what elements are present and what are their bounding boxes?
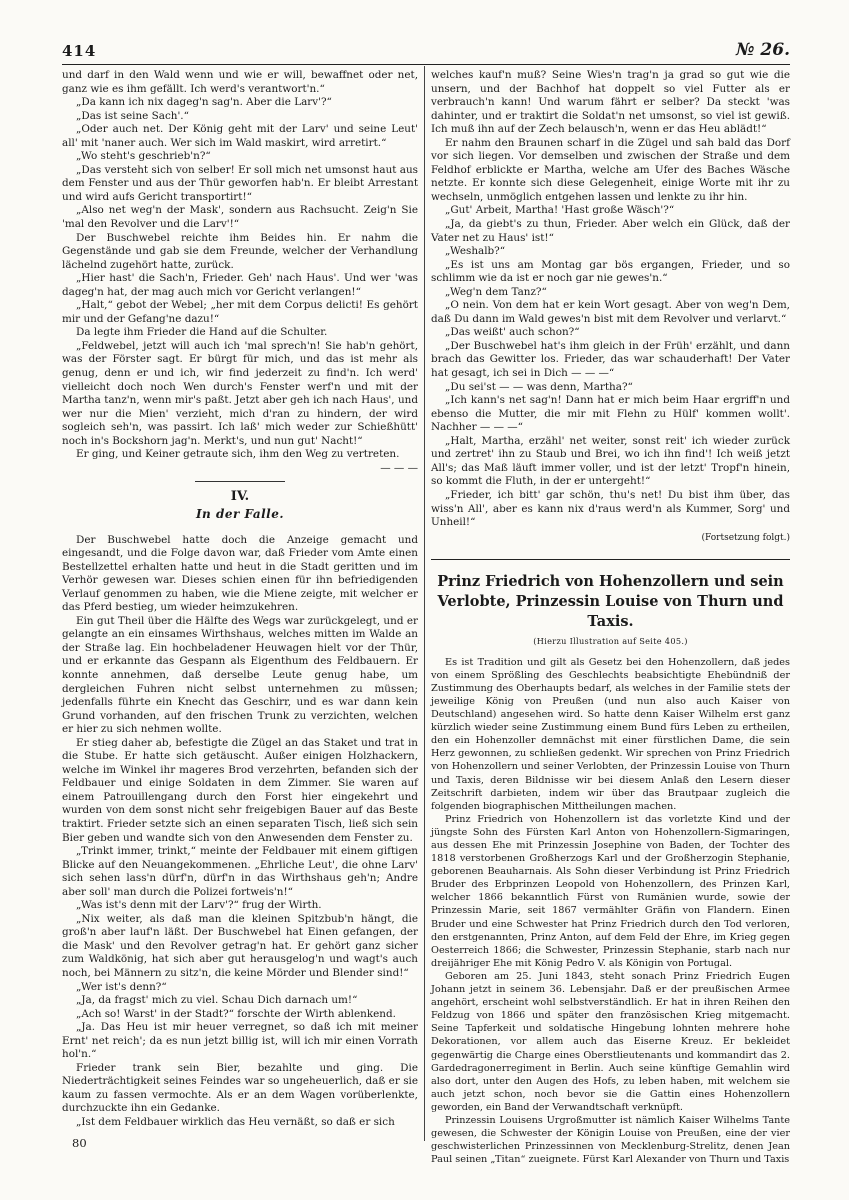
paragraph: „Feldwebel, jetzt will auch ich 'mal sprech'n! Sie hab'n gehört, was der Förster sagt. Er bürgt für mich, und das ist mehr als genug, denn er und ich, wir find jederzeit zu find'n. Ich werd' vielleicht doch noch Wen durch's Fenster werf'n und mit der Martha tanz'n, wenn mir's paßt. Jetzt aber geh ich nach Haus', und wer nur die Mien' verzieht, mich d'ran zu hindern, der wird sogleich seh'n, was passirt. Ich laß' mich weder zur Schießhütt' noch in's Bockshorn jag'n. Merkt's, und nun gut' Nacht!“: [62, 339, 418, 447]
paragraph: Er ging, und Keiner getraute sich, ihm den Weg zu vertreten.: [76, 448, 400, 461]
article-separator: [431, 559, 790, 560]
paragraph: Er nahm den Braunen scharf in die Zügel und sah bald das Dorf vor sich liegen. Vor demselben und zwischen der Straße und dem Feldhof erblickte er Martha, welche am Ufer des Baches Wäsche netzte. Er konnte sich diese Gelegenheit, einige Worte mit ihr zu wechseln, unmöglich entgehen lassen und lenkte zu ihr hin.: [431, 136, 790, 203]
paragraph: „Ja, da fragst' mich zu viel. Schau Dich darnach um!“: [76, 994, 358, 1007]
paragraph: „Weshalb?“: [445, 245, 506, 258]
paragraph: Er stieg daher ab, befestigte die Zügel an das Staket und trat in die Stube. Er hatte sich getäuscht. Außer einigen Holzhackern, welche im Winkel ihr mageres Brod verzehrten, befanden sich der Feldbauer und einige Soldaten in dem Zimmer. Sie waren auf einem Patrouillengang durch den Forst hier eingekehrt und wurden von dem sonst nicht sehr freigebigen Bauer auf das Beste traktirt. Frieder setzte sich an einen separaten Tisch, ließ sich sein Bier geben und wandte sich von den Anwesenden dem Fenster zu.: [62, 736, 418, 844]
paragraph: „Ja. Das Heu ist mir heuer verregnet, so daß ich mit meiner Ernt' net reich'; da es nun jetzt billig ist, will ich mir einen Vorrath hol'n.“: [62, 1021, 418, 1061]
article: [431, 572, 790, 1166]
end-mark: — — —: [380, 461, 418, 474]
paragraph: Prinz Friedrich von Hohenzollern ist das vorletzte Kind und der jüngste Sohn des Fürsten Karl Anton von Hohenzollern-Sigmaringen, aus dessen Ehe mit Prinzessin Josephine von Baden, der Tochter des 1818 verstorbenen Großherzogs Karl und der Großherzogin Stephanie, geborenen Beauharnais. Als Sohn dieser Verbindung ist Prinz Friedrich Bruder des Erbprinzen Leopold von Hohenzollern, des Prinzen Karl, welcher 1866 bekanntlich Fürst von Rumänien wurde, sowie der Prinzessin Marie, seit 1867 vermählter Gräfin von Flandern. Einen Bruder und eine Schwester hat Prinz Friedrich durch den Tod verloren, den erstgenannten, Prinz Anton, auf dem Feld der Ehre, im Krieg gegen Oesterreich 1866; die Schwester, Prinzessin Stephanie, starb nach nur dreijähriger Ehe mit König Pedro V. als Königin von Portugal.: [431, 813, 790, 969]
paragraph: „Wer ist's denn?“: [76, 980, 167, 993]
left-column: [62, 69, 418, 1130]
paragraph: „Du sei'st — — was denn, Martha?“: [445, 380, 633, 393]
issue-number: № 26.: [736, 40, 790, 60]
paragraph: Geboren am 25. Juni 1843, steht sonach Prinz Friedrich Eugen Johann jetzt in seinem 36. Lebensjahr. Daß er der preußischen Armee angehört, erscheint wohl selbstverständlich. Er hat in ihren Reihen den Feldzug von 1866 und später den französischen Krieg mitgemacht. Seine Tapferkeit und soldatische Hingebung lohnten mehrere hohe Dekorationen, vor allem auch das Eiserne Kreuz. Er bekleidet gegenwärtig die Charge eines Oberstlieutenants und kommandirt das 2. Gardedragonerregiment in Berlin. Auch seine künftige Gemahlin wird also dort, unter den Augen des Hofs, zu leben haben, mit welchem sie auch jetzt schon, noch bevor sie die Gattin eines Hohenzollern geworden, ein Band der Verwandtschaft verknüpft.: [431, 970, 790, 1113]
paragraph: „Weg'n dem Tanz?“: [445, 285, 547, 298]
paragraph: „Ach so! Warst' in der Stadt?“ forschte der Wirth ablenkend.: [76, 1007, 396, 1020]
paragraph: „Ich kann's net sag'n! Dann hat er mich beim Haar ergriff'n und ebenso die Mutter, die mir mit Flehn zu Hülf' kommen wollt'. Nachher — — —“: [431, 394, 790, 434]
continuation-note: (Fortsetzung folgt.): [701, 532, 790, 543]
paragraph: „Also net weg'n der Mask', sondern aus Rachsucht. Zeig'n Sie 'mal den Revolver und die Larv'!“: [62, 204, 418, 231]
paragraph: „Trinkt immer, trinkt,“ meinte der Feldbauer mit einem giftigen Blicke auf den Neuangekommenen. „Ehrliche Leut', die ohne Larv' sich sehen lass'n dürf'n, dürf'n in das Wirthshaus geh'n; Andre aber soll' man durch die Polizei fortweis'n!“: [62, 845, 418, 898]
section-title: In der Falle.: [195, 506, 285, 521]
paragraph: Der Buschwebel hatte doch die Anzeige gemacht und eingesandt, und die Folge davon war, daß Frieder vom Amte einen Bestellzettel erhalten hatte und heut in die Stadt geritten und im Verhör gewesen war. Dieses schien einen für ihn befriedigenden Verlauf genommen zu haben, wie die Miene zeigte, mit welcher er das Pferd bestieg, um wieder heimzukehren.: [62, 533, 418, 614]
section-separator: [195, 481, 285, 482]
paragraph: „Das weißt' auch schon?“: [445, 326, 580, 339]
page-number: 414: [62, 42, 97, 60]
paragraph: „Das versteht sich von selber! Er soll mich net umsonst haut aus dem Fenster und aus der Thür geworfen hab'n. Er bleibt Arrestant und wird aufs Gericht transportirt!“: [62, 163, 418, 203]
paragraph: „Nix weiter, als daß man die kleinen Spitzbub'n hängt, die groß'n aber lauf'n läßt. Der Buschwebel hat Einen gefangen, der die Mask' und den Revolver getrag'n hat. Er gehört ganz sicher zum Waldkönig, hat sich aber gut herausgelog'n und wagt's auch noch, bei Männern zu sitz'n, die keine Mörder und Blender sind!“: [62, 912, 418, 979]
paragraph: und darf in den Wald wenn und wie er will, bewaffnet oder net, ganz wie es ihm gefällt. Ich werd's verantwort'n.“: [62, 69, 418, 95]
paragraph: „Halt,“ gebot der Webel; „her mit dem Corpus delicti! Es gehört mir und der Gefang'ne dazu!“: [62, 299, 418, 325]
paragraph: „Frieder, ich bitt' gar schön, thu's net! Du bist ihm über, das wiss'n All', aber es kann nix d'raus werd'n als Kummer, Sorg' und Unheil!“: [431, 488, 790, 529]
paragraph: „Was ist's denn mit der Larv'?“ frug der Wirth.: [76, 899, 322, 912]
article-title: Prinz Friedrich von Hohenzollern und sein Verlobte, Prinzessin Louise von Thurn und Taxis.: [437, 573, 784, 631]
page-header: [62, 40, 790, 65]
paragraph: „Ja, da giebt's zu thun, Frieder. Aber welch ein Glück, daß der Vater net zu Haus' ist!“: [431, 218, 790, 244]
paragraph: Es ist Tradition und gilt als Gesetz bei den Hohenzollern, daß jedes von einem Sprößling des Geschlechts beabsichtigte Ehebündniß der Zustimmung des Oberhaupts bedarf, als welches in der Familie stets der jeweilige König von Preußen (und nun also auch Kaiser von Deutschland) angesehen wird. So hatte denn Kaiser Wilhelm erst ganz kürzlich wieder seine Zustimmung einem Bund fürs Leben zu ertheilen, den ein Hohenzoller demnächst mit einer fürstlichen Dame, die sein Herz gewonnen, zu schließen gedenkt. Wir sprechen von Prinz Friedrich von Hohenzollern und seiner Verlobten, der Prinzessin Louise von Thurn und Taxis, deren Bildnisse wir bei diesem Anlaß den Lesern dieser Zeitschrift darbieten, indem wir über das Brautpaar zugleich die folgenden biographischen Mittheilungen machen.: [431, 656, 790, 812]
paragraph: „Da kann ich nix dageg'n sag'n. Aber die Larv'?“: [76, 96, 332, 109]
footer-number: 80: [72, 1136, 87, 1150]
paragraph: „Gut' Arbeit, Martha! 'Hast große Wäsch'?“: [445, 204, 675, 217]
paragraph: „Hier hast' die Sach'n, Frieder. Geh' nach Haus'. Und wer 'was dageg'n hat, der mag auch mich vor Gericht verlangen!“: [62, 272, 418, 298]
paragraph: „Der Buschwebel hat's ihm gleich in der Früh' erzählt, und dann brach das Gewitter los. Frieder, das war schauderhaft! Der Vater hat gesagt, ich sei in Dich — — —“: [431, 339, 790, 380]
paragraph: welches kauf'n muß? Seine Wies'n trag'n ja grad so gut wie die unsern, und der Bachhof hat doppelt so viel Futter als er verbrauch'n kann! Und warum fährt er selber? Da steckt 'was dahinter, und er traktirt die Soldat'n net umsonst, so viel ist gewiß. Ich muß ihn auf der Zech belausch'n, wenn er das Heu ablädt!“: [431, 69, 790, 136]
paragraph: Da legte ihm Frieder die Hand auf die Schulter.: [76, 326, 328, 339]
paragraph: Prinzessin Louisens Urgroßmutter ist nämlich Kaiser Wilhelms Tante gewesen, die Schwester der Königin Louise von Preußen, eine der vier geschwisterlichen Prinzessinnen von Mecklenburg-Strelitz, denen Jean Paul seinen „Titan“ zueignete. Fürst Karl Alexander von Thurn und Taxis: [431, 1114, 790, 1166]
paragraph: Der Buschwebel reichte ihm Beides hin. Er nahm die Gegenstände und gab sie dem Freunde, welcher der Verhandlung lächelnd zugehört hatte, zurück.: [62, 231, 418, 271]
column-divider: [424, 66, 425, 1141]
illustration-note: (Hierzu Illustration auf Seite 405.): [533, 636, 688, 647]
paragraph: „Halt, Martha, erzähl' net weiter, sonst reit' ich wieder zurück und zertret' ihn zu Staub und Brei, wo ich ihn find'! Ich weiß jetzt All's; das Maß läuft immer voller, und ist der letzt' Tropf'n hinein, so kommt die Fluth, in der er untergeht!“: [431, 434, 790, 488]
paragraph: „Ist dem Feldbauer wirklich das Heu vernäßt, so daß er sich: [76, 1116, 395, 1129]
paragraph: „Oder auch net. Der König geht mit der Larv' und seine Leut' all' mit 'naner auch. Wer sich im Wald maskirt, wird arretirt.“: [62, 123, 418, 149]
right-column: [431, 69, 790, 1166]
paragraph: Frieder trank sein Bier, bezahlte und ging. Die Niederträchtigkeit seines Feindes war so ungeheuerlich, daß er sie kaum zu fassen vermochte. Als er an dem Wagen vorüberlenkte, durchzuckte ihn ein Gedanke.: [62, 1061, 418, 1115]
paragraph: „Es ist uns am Montag gar bös ergangen, Frieder, und so schlimm wie da ist er noch gar nie gewes'n.“: [431, 258, 790, 285]
paragraph: Ein gut Theil über die Hälfte des Wegs war zurückgelegt, und er gelangte an ein einsames Wirthshaus, welches mitten im Walde an der Straße lag. Ein hochbeladener Heuwagen hielt vor der Thür, und er erkannte das Gespann als Eigenthum des Feldbauern. Er konnte annehmen, daß derselbe Leute genug habe, um dergleichen Fuhren nicht selbst unternehmen zu müssen; jedenfalls führte ein Knecht das Geschirr, und es war dann kein Grund vorhanden, auf den frischen Trunk zu verzichten, welchen er hier zu sich nehmen wollte.: [62, 614, 418, 736]
paragraph: „Das ist seine Sach'.“: [76, 109, 189, 122]
paragraph: „Wo steht's geschrieb'n?“: [76, 150, 211, 163]
section-number: IV.: [230, 489, 250, 505]
paragraph: „O nein. Von dem hat er kein Wort gesagt. Aber von weg'n Dem, daß Du dann im Wald gewes'n bist mit dem Revolver und verlarvt.“: [431, 299, 790, 325]
